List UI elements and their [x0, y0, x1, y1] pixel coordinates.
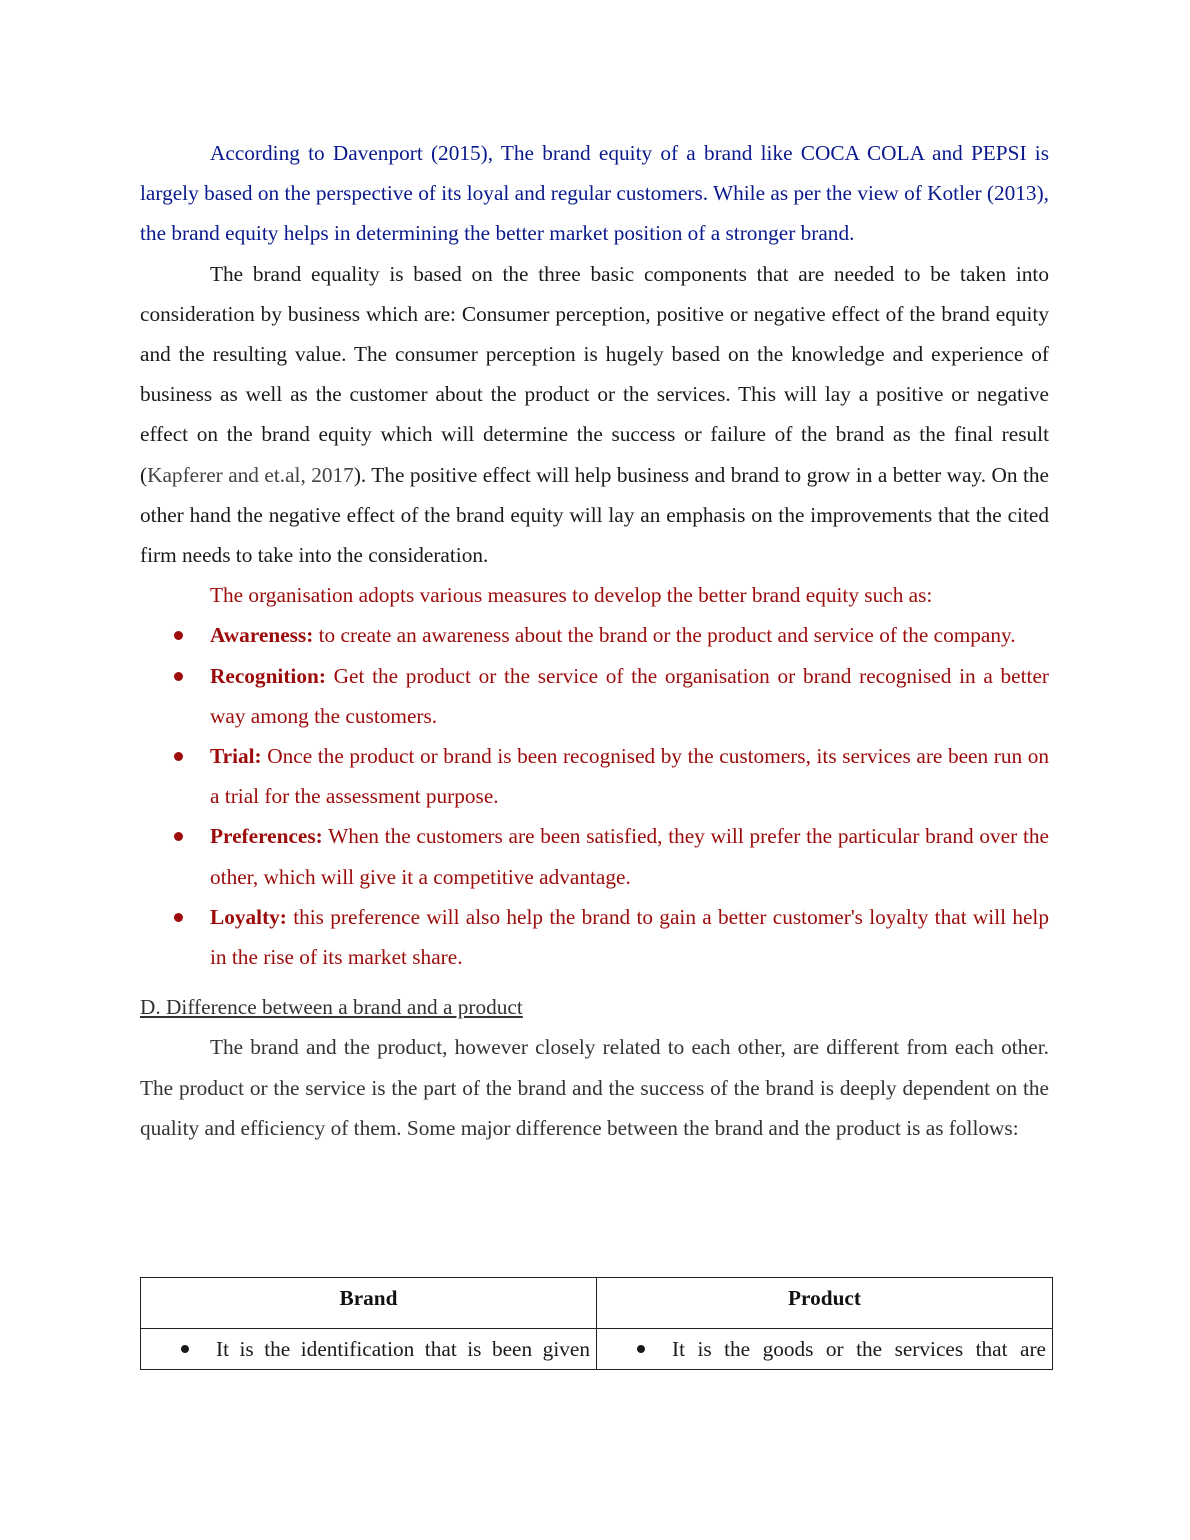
paragraph-brand-vs-product: The brand and the product, however closely related to each other, are different from each other. The product or the service is the part of the brand and the success of the brand is deeply dependent on the quality and efficiency of them. Some major difference between the brand and the product is as follows:	[140, 1035, 1049, 1140]
header-brand: Brand	[141, 1278, 597, 1329]
bullet-icon	[174, 832, 183, 841]
table-row	[141, 1329, 1053, 1370]
measure-text: Once the product or brand is been recognised by the customers, its services are been run on a trial for the assessment purpose.	[210, 744, 1049, 809]
list-item-trial	[140, 736, 1049, 816]
cell-text: It is the identification that is been given	[216, 1337, 590, 1361]
citation-kapferer: Kapferer and et.al, 2017	[147, 462, 354, 487]
bullet-icon	[181, 1345, 189, 1353]
comparison-table	[140, 1277, 1053, 1370]
document-page	[140, 133, 1049, 1148]
header-product: Product	[597, 1278, 1053, 1329]
measure-term: Awareness:	[210, 623, 314, 648]
measure-text: Get the product or the service of the organisation or brand recognised in a better way among the customers.	[210, 663, 1049, 728]
list-item-awareness	[140, 615, 1049, 655]
measure-term: Loyalty:	[210, 904, 287, 929]
paragraph-brand-equality-components	[140, 254, 1049, 576]
table-header-row	[141, 1278, 1053, 1329]
bullet-icon	[174, 913, 183, 922]
bullet-icon	[174, 752, 183, 761]
bullet-icon	[174, 631, 183, 640]
cell-text: It is the goods or the services that are	[672, 1337, 1046, 1361]
measure-term: Trial:	[210, 744, 262, 769]
bullet-icon	[174, 672, 183, 681]
list-item-loyalty	[140, 897, 1049, 977]
table-cell-brand	[141, 1329, 597, 1370]
table-cell-product	[597, 1329, 1053, 1370]
section-heading-d: D. Difference between a brand and a product	[140, 995, 523, 1020]
paragraph-measures-intro: The organisation adopts various measures to develop the better brand equity such as:	[210, 583, 933, 608]
paragraph-brand-equity-intro: According to Davenport (2015), The brand equity of a brand like COCA COLA and PEPSI is largely based on the perspective of its loyal and regular customers. While as per the view of Kotler (2013), the brand equity helps in determining the better market position of a stronger brand.	[140, 141, 1049, 246]
paragraph-text-after-citation: ). The positive effect will help business and brand to grow in a better way. On the other hand the negative effect of the brand equity will lay an emphasis on the improvements that the cited firm needs to take into the consideration.	[140, 462, 1049, 568]
measure-term: Preferences:	[210, 824, 323, 849]
measure-text: When the customers are been satisfied, they will prefer the particular brand over the other, which will give it a competitive advantage.	[210, 824, 1049, 889]
paragraph-text-before-citation: The brand equality is based on the three basic components that are needed to be taken into consideration by business which are: Consumer perception, positive or negative effect of the brand equity and the resulting value. The consumer perception is hugely based on the knowledge and experience of business as well as the customer about the product or the services. This will lay a positive or negative effect on the brand equity which will determine the success or failure of the brand as the final result (	[140, 261, 1049, 487]
list-item-recognition	[140, 656, 1049, 736]
bullet-icon	[637, 1345, 645, 1353]
measure-text: to create an awareness about the brand or the product and service of the company.	[313, 623, 1016, 648]
measure-term: Recognition:	[210, 663, 326, 688]
measures-list	[140, 615, 1049, 977]
list-item-preferences	[140, 816, 1049, 896]
measure-text: this preference will also help the brand to gain a better customer's loyalty that will help in the rise of its market share.	[210, 904, 1049, 970]
